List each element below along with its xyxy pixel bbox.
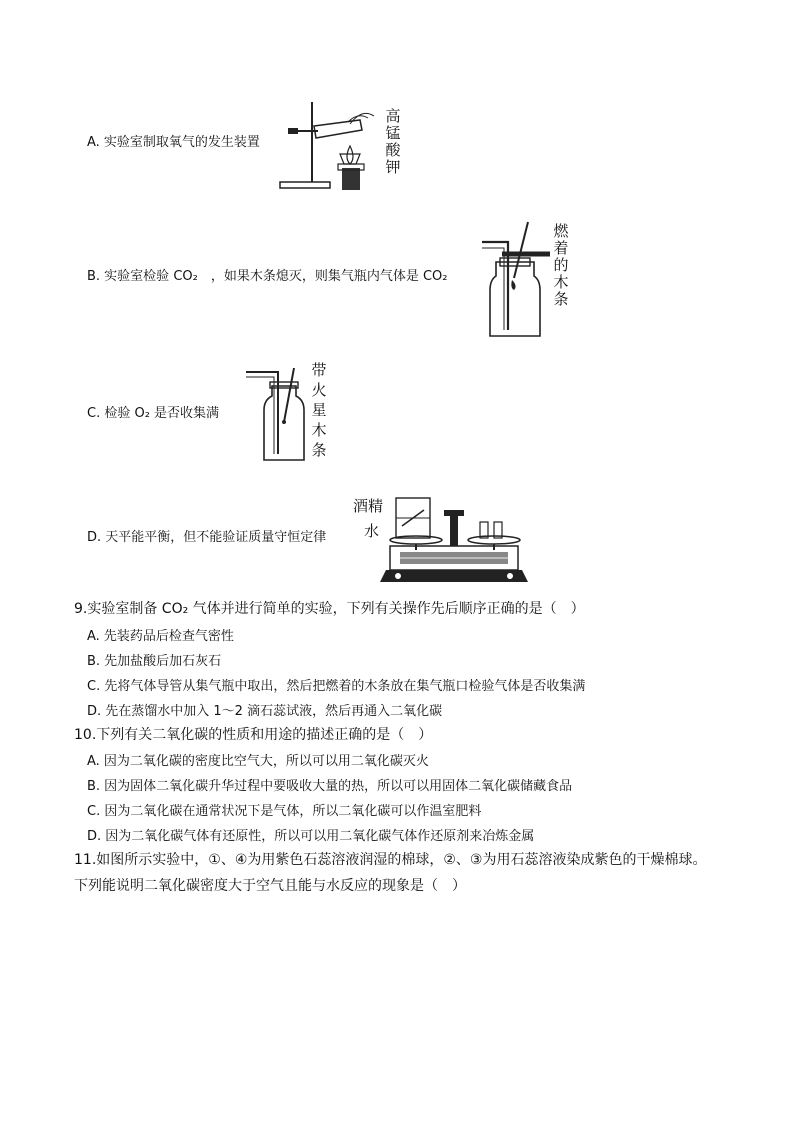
apparatus-a-figure <box>278 98 378 193</box>
option-c-text: C. 检验 O₂ 是否收集满 <box>87 406 220 421</box>
balance-label-alcohol: 酒精 <box>353 497 384 515</box>
q10-stem: 10.下列有关二氧化碳的性质和用途的描述正确的是（ ） <box>74 727 433 743</box>
q11-stem-line2: 下列能说明二氧化碳密度大于空气且能与水反应的现象是（ ） <box>74 878 466 894</box>
q10-option-c: C. 因为二氧化碳在通常状况下是气体，所以二氧化碳可以作温室肥料 <box>87 804 482 819</box>
q9-option-b: B. 先加盐酸后加石灰石 <box>87 654 222 669</box>
q10-option-b: B. 因为固体二氧化碳升华过程中要吸收大量的热，所以可以用固体二氧化碳储藏食品 <box>87 779 573 794</box>
apparatus-a-label: 高锰酸钾 <box>385 107 401 176</box>
apparatus-b-label: 燃着的木条 <box>553 222 569 308</box>
q9-option-c: C. 先将气体导管从集气瓶中取出，然后把燃着的木条放在集气瓶口检验气体是否收集满 <box>87 679 586 694</box>
q10-option-d: D. 因为二氧化碳气体有还原性，所以可以用二氧化碳气体作还原剂来冶炼金属 <box>87 829 535 844</box>
apparatus-c-label: 带火星木条 <box>311 361 327 459</box>
balance-label-water: 水 <box>364 522 380 540</box>
option-d-text: D. 天平能平衡，但不能验证质量守恒定律 <box>87 530 327 545</box>
q9-option-d: D. 先在蒸馏水中加入 1～2 滴石蕊试液，然后再通入二氧化碳 <box>87 704 443 719</box>
q11-stem-line1: 11.如图所示实验中，①、④为用紫色石蕊溶液润湿的棉球，②、③为用石蕊溶液染成紫色的干燥棉球。 <box>74 852 707 868</box>
q9-stem: 9.实验室制备 CO₂ 气体并进行简单的实验，下列有关操作先后顺序正确的是（ ） <box>74 601 585 617</box>
option-b-text: B. 实验室检验 CO₂ ，如果木条熄灭，则集气瓶内气体是 CO₂ <box>87 269 448 284</box>
q10-option-a: A. 因为二氧化碳的密度比空气大，所以可以用二氧化碳灭火 <box>87 754 429 769</box>
q9-option-a: A. 先装药品后检查气密性 <box>87 629 234 644</box>
apparatus-b-figure <box>478 218 558 343</box>
apparatus-c-figure <box>244 364 314 464</box>
option-a-text: A. 实验室制取氧气的发生装置 <box>87 135 260 150</box>
balance-figure <box>376 492 532 586</box>
